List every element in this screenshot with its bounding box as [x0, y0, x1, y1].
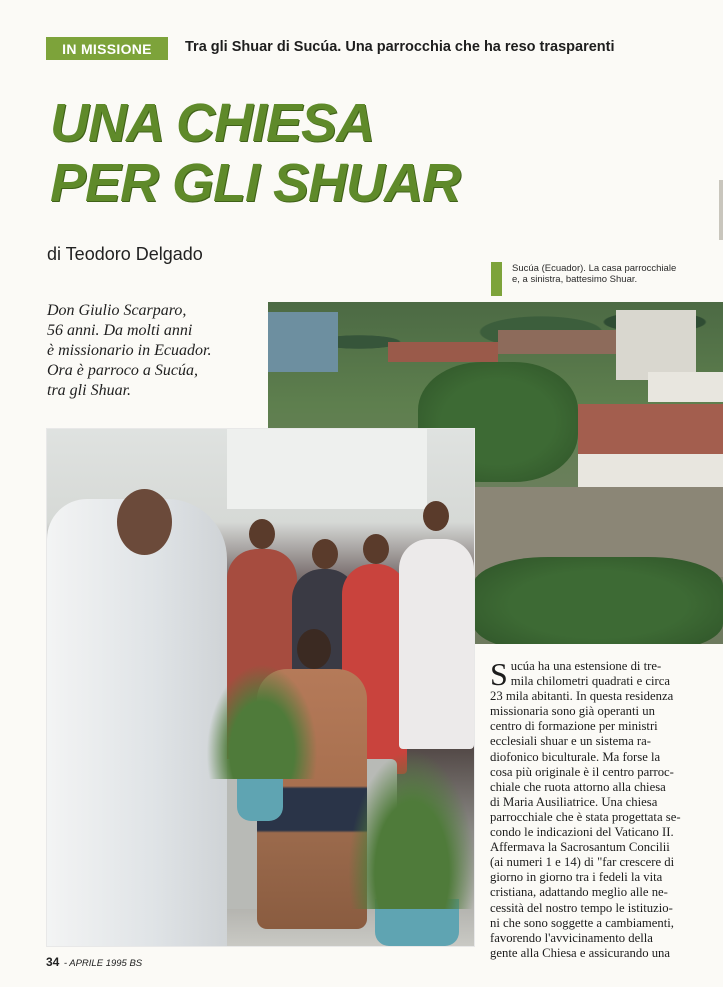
intro-text — [47, 301, 267, 401]
plant — [197, 649, 327, 779]
body-line: 23 mila abitanti. In questa residenza — [490, 689, 674, 704]
intro-line: tra gli Shuar. — [47, 382, 132, 399]
body-line: ni che sono soggette a cambiamenti, — [490, 915, 674, 930]
baptism-photo — [46, 428, 475, 947]
body-line: favorendo l'avvicinamento della — [490, 930, 653, 945]
kicker-line: Tra gli Shuar di Sucúa. Una parrocchia che ha reso trasparenti — [185, 39, 615, 55]
body-line: di Maria Ausiliatrice. Una chiesa — [490, 794, 658, 809]
intro-line: 56 anni. Da molti anni — [47, 322, 193, 339]
person — [399, 539, 474, 749]
body-line: chiale che ruota attorno alla chiesa — [490, 779, 666, 794]
intro-line: Don Giulio Scarparo, — [47, 302, 187, 319]
page-footer — [46, 953, 142, 971]
article-body — [490, 656, 695, 961]
body-line: diofonico biculturale. Ma forse la — [490, 749, 661, 764]
roof — [498, 330, 618, 354]
issue-label: - APRILE 1995 BS — [63, 958, 143, 969]
building — [616, 310, 696, 380]
photo-caption: Sucúa (Ecuador). La casa parrocchiale e, a sinistra, battesimo Shuar. — [512, 263, 677, 285]
body-line: Affermava la Sacrosantum Concilii — [490, 840, 670, 855]
head — [423, 501, 449, 531]
caption-marker — [491, 262, 502, 296]
intro-line: è missionario in Ecuador. — [47, 342, 212, 359]
page-number: 34 — [46, 955, 60, 969]
body-line: cristiana, adattando meglio alle ne- — [490, 885, 668, 900]
garden — [473, 557, 723, 644]
body-line: gente alla Chiesa e assicurando una — [490, 945, 671, 960]
body-line: (ai numeri 1 e 14) di "far crescere di — [490, 855, 675, 870]
intro-line: Ora è parroco a Sucúa, — [47, 362, 198, 379]
body-line: parrocchiale che è stata progettata se- — [490, 809, 681, 824]
body-line: mila chilometri quadrati e circa — [510, 674, 671, 689]
body-line: ecclesiali shuar e un sistema ra- — [490, 734, 651, 749]
building — [648, 372, 723, 402]
body-line: ucúa ha una estensione di tre- — [510, 659, 662, 673]
head — [312, 539, 338, 569]
headline-line-2: PER GLI SHUAR — [50, 153, 461, 213]
head — [249, 519, 275, 549]
plant — [337, 729, 475, 909]
body-line: giorno in giorno tra i fedeli la vita — [490, 870, 663, 885]
house — [268, 312, 338, 372]
body-line: condo le indicazioni del Vaticano II. — [490, 825, 674, 840]
parish-house — [578, 454, 723, 488]
byline: di Teodoro Delgado — [47, 244, 203, 264]
body-line: cosa più originale è il centro parroc- — [490, 764, 674, 779]
page-edge — [719, 180, 723, 240]
head — [363, 534, 389, 564]
body-line: missionaria sono già operanti un — [490, 704, 655, 719]
body-line: cessità del nostro tempo le istituzio- — [490, 900, 673, 915]
headline — [50, 93, 460, 213]
drop-cap: S — [490, 656, 508, 692]
headline-line-1: UNA CHIESA — [50, 93, 375, 153]
roof — [388, 342, 498, 362]
priest-head — [117, 489, 172, 555]
parish-house-roof — [578, 404, 723, 454]
window — [227, 429, 427, 509]
body-line: centro di formazione per ministri — [490, 719, 658, 734]
section-tag: IN MISSIONE — [46, 37, 168, 60]
